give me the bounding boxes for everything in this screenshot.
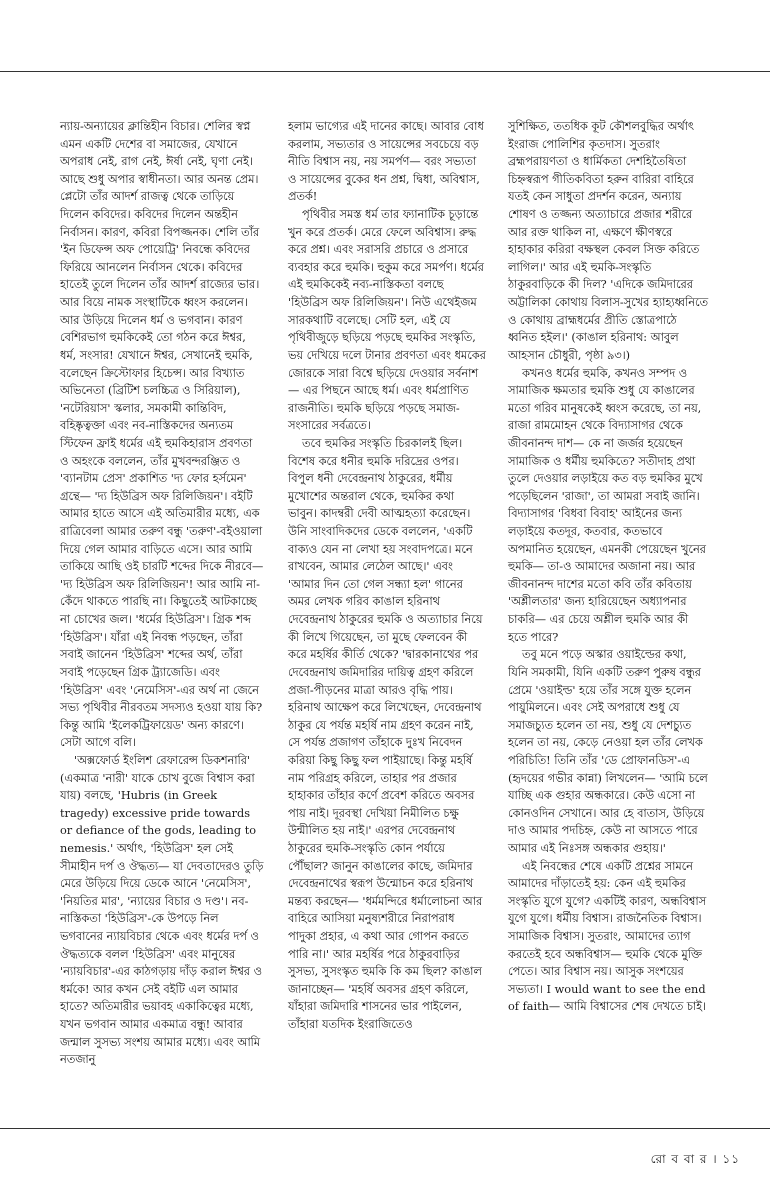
article-column-3 (508, 118, 708, 1016)
paragraph: তবে হুমকির সংস্কৃতি চিরকালই ছিল। বিশেষ করে ধনীর হুমকি দরিদ্রের ওপর। বিপুল ধনী দেবেন্দ্রনাথ ঠাকুরের, ধর্মীয় মুখোশের অন্তরাল থেকে, হুমকির কথা ভাবুন। কাদম্বরী দেবী আত্মহত্যা করেছেন। উনি সাংবাদিকদের ডেকে বললেন, 'একটি বাক্যও যেন না লেখা হয় সংবাদপত্রে। মনে রাখবেন, আমার লেঠেল আছে।' এবং 'আমার দিন তো গেল সন্ধ্যা হল' গানের অমর লেখক গরিব কাঙাল হরিনাথ দেবেন্দ্রনাথ ঠাকুরের হুমকি ও অত্যাচার নিয়ে কী লিখে গিয়েছেন, তা মুছে ফেলবেন কী করে মহর্ষির কীর্তি থেকে? 'দ্বারকানাথের পর দেবেন্দ্রনাথ জমিদারির দায়িত্ব গ্রহণ করিলে প্রজা-পীড়নের মাত্রা আরও বৃদ্ধি পায়। হরিনাথ আক্ষেপ করে লিখেছেন, দেবেন্দ্রনাথ ঠাকুর যে পর্যন্ত মহর্ষি নাম গ্রহণ করেন নাই, সে পর্যন্ত প্রজাগণ তাঁহাকে দুঃখ নিবেদন করিয়া কিছু কিছু ফল পাইয়াছে। কিন্তু মহর্ষি নাম পরিগ্রহ করিলে, তাহার পর প্রজার হাহাকার তাঁহার কর্ণে প্রবেশ করিতে অবসর পায় নাই। দূরবস্থা দেখিয়া নিমীলিত চক্ষু উন্মীলিত হয় নাই।' এরপর দেবেন্দ্রনাথ ঠাকুরের হুমকি-সংস্কৃতি কোন পর্যায়ে পৌঁছাল? জানুন কাঙালের কাছে, জমিদার দেবেন্দ্রনাথের স্বরূপ উন্মোচন করে হরিনাথ মন্তব্য করছেন— 'ধর্মমন্দিরে ধর্মালোচনা আর বাহিরে আসিয়া মনুষ্যশরীরে নিরাপরাধ পাদুকা প্রহার, এ কথা আর গোপন করতে পারি না।' আর মহর্ষির পরে ঠাকুরবাড়ির সুসভ্য, সুসংস্কৃত হুমকি কি কম ছিল? কাঙাল জানাচ্ছেন— 'মহর্ষি অবসর গ্রহণ করিলে, যাঁহারা জমিদারি শাসনের ভার পাইলেন, তাঁহারা যতদিক ইংরাজিতেও (288, 436, 483, 1032)
paragraph: তবু মনে পড়ে অস্কার ওয়াইল্ডের কথা, যিনি সমকামী, যিনি একটি তরুণ পুরুষ বন্ধুর প্রেমে 'ওয়াইল্ড' হয়ে তাঁর সঙ্গে যুক্ত হলেন পায়ুমিলনে। এবং সেই অপরাধে শুধু যে সমাজচ্যুত হলেন তা নয়, শুধু যে দেশচ্যুত হলেন তা নয়, কেড়ে নেওয়া হল তাঁর লেখক পরিচিতি! তিনি তাঁর 'ডে প্রোফানডিস'-এ (হৃদয়ের গভীর কান্না) লিখলেন— 'আমি চলে যাচ্ছি এক গুহার অন্ধকারে। কেউ এসো না কোনওদিন সেখানে। আর হে বাতাস, উড়িয়ে দাও আমার পদচিহ্ন, কেউ না আসতে পারে আমার এই নিঃসঙ্গ অন্ধকার গুহায়।' (508, 648, 708, 855)
article-column-2 (288, 118, 486, 1034)
top-rule (0, 71, 770, 72)
paragraph: সুশিক্ষিত, ততধিক কূট কৌশলবুদ্ধির অর্থাৎ ইংরাজ পোলিশির কৃতদাস। সুতরাং ব্রহ্মপরায়ণতা ও ধার্মিকতা দেশহিতৈষিতা চিহ্নস্বরূপ গীতিকবিতা হরুন বারিরা বাহিরে যতই কেন সাধুতা প্রদর্শন করেন, অন্যায় শোষণ ও তজ্জন্য অত্যাচারে প্রজার শরীরে আর রক্ত থাকিল না, এক্ষণে ক্ষীণস্বরে হাহাকার করিরা বক্ষস্থল কেবল সিক্ত করিতে লাগিল।' আর এই হুমকি-সংস্কৃতি ঠাকুরবাড়িকে কী দিল? 'এদিকে জমিদারের অট্টালিকা কোথায় বিলাস-সুখের হ্যাহ্যধ্বনিতে ও কোথায় ব্রাহ্মধর্মের প্রীতি স্তোত্রপাঠে ধ্বনিত হইল।' (কাঙাল হরিনাথ: আবুল আহসান চৌধুরী, পৃষ্ঠা ৯৩।) (508, 120, 709, 362)
bottom-rule (0, 1128, 770, 1129)
paragraph: এই নিবন্ধের শেষে একটি প্রশ্নের সামনে আমাদের দাঁড়াতেই হয়: কেন এই হুমকির সংস্কৃতি যুগে যুগে? একটিই কারণ, অন্ধবিশ্বাস যুগে যুগে। ধর্মীয় বিশ্বাস। রাজনৈতিক বিশ্বাস। সামাজিক বিশ্বাস। সুতরাং, আমাদের ত্যাগ করতেই হবে অন্ধবিশ্বাস— হুমকি থেকে মুক্তি পেতে। আর বিশ্বাস নয়। আসুক সংশয়ের সভ্যতা। I would want to see the end of faith— আমি বিশ্বাসের শেষ দেখতে চাই। (508, 859, 707, 1014)
paragraph: 'অক্সফোর্ড ইংলিশ রেফারেন্স ডিকশনারি' (একমাত্র 'নারী' যাকে চোখ বুজে বিশ্বাস করা যায়) বলছে, 'Hubris (in Greek tragedy) excessive pride towards or defiance of the gods, leading to nemesis.' অর্থাৎ, 'হিউব্রিস' হল সেই সীমাহীন দর্প ও ঔদ্ধত্য— যা দেবতাদেরও তুড়ি মেরে উড়িয়ে দিয়ে ডেকে আনে 'নেমেসিস', 'নিয়তির মার', 'ন্যায়ের বিচার ও দণ্ড'। নব-নাস্তিকতা 'হিউব্রিস'-কে উপড়ে নিল ভগবানের ন্যায়বিচার থেকে এবং ধর্মের দর্প ও ঔদ্ধত্যকে বলল 'হিউব্রিস' এবং মানুষের 'ন্যায়বিচার'-এর কাঠগড়ায় দাঁড় করাল ঈশ্বর ও ধর্মকে! আর কখন সেই বইটি এল আমার হাতে? অতিমারীর ভয়াবহ একাকিত্বের মধ্যে, যখন ভগবান আমার একমাত্র বন্ধু! আবার জন্মাল সুসভ্য সংশয় আমার মধ্যে। এবং আমি নতজানু (60, 753, 264, 1067)
paragraph: হলাম ভাগ্যের এই দানের কাছে। আবার বোধ করলাম, সভ্যতার ও সায়েন্সের সবচেয়ে বড় নীতি বিশ্বাস নয়, নয় সমর্পণ— বরং সভ্যতা ও সায়েন্সের বুকের ধন প্রশ্ন, দ্বিধা, অবিশ্বাস, প্রতর্ক! (288, 120, 484, 204)
paragraph: ন্যায়-অন্যায়ের ক্লান্তিহীন বিচার। শেলির স্বপ্ন এমন একটি দেশের বা সমাজের, যেখানে অপরাধ নেই, রাগ নেই, ঈর্ষা নেই, ঘৃণা নেই। আছে শুধু অপার স্বাধীনতা। আর অনন্ত প্রেম। প্লেটো তাঁর আদর্শ রাজত্ব থেকে তাড়িয়ে দিলেন কবিদের। কবিদের দিলেন অন্তহীন নির্বাসন। কারণ, কবিরা বিপজ্জনক। শেলি তাঁর 'ইন ডিফেন্স অফ পোয়েট্রি' নিবন্ধে কবিদের ফিরিয়ে আনলেন নির্বাসন থেকে। কবিদের হাতেই তুলে দিলেন তাঁর আদর্শ রাজ্যের ভার। আর বিয়ে নামক সংস্থাটিকে ধ্বংস করলেন। আর উড়িয়ে দিলেন ধর্ম ও ভগবান। কারণ বেশিরভাগ হুমকিকেই তো গঠন করে ঈশ্বর, ধর্ম, সংসার! যেখানে ঈশ্বর, সেখানেই হুমকি, বলেছেন ক্রিস্টোফার হিচেন্স। আর বিখ্যাত অভিনেতা (ব্রিটিশ চলচ্চিত্র ও সিরিয়াল), 'নটেরিয়াস' স্কলার, সমকামী কান্তিবিদ, বহিষ্কৃত্বক্তা এবং নব-নাস্তিকদের অন্যতম স্টিফেন ফ্রাই ধর্মের এই হুমকিহারাস প্রবণতা ও অহংকে বললেন, তাঁর মুখবন্দরঞ্জিত ও 'ব্যানটাম প্রেস' প্রকাশিত 'দ্য ফোর হর্সমেন' গ্রন্থে— 'দ্য হিউব্রিস অফ রিলিজিয়ন'। বইটি আমার হাতে আসে এই অতিমারীর মধ্যে, এক রাত্রিবেলা আমার তরুণ বন্ধু 'তরুণ'-বইওয়ালা দিয়ে গেল আমার বাড়িতে এসে। আর আমি তাকিয়ে আছি ওই চারটি শব্দের দিকে নীরবে— 'দ্য হিউব্রিস অফ রিলিজিয়ন'! আর আমি না-কেঁদে থাকতে পারছি না। কিছুতেই আটকাচ্ছে না চোখের জল। 'ধর্মের হিউব্রিস'। গ্রিক শব্দ 'হিউব্রিস'। যাঁরা এই নিবন্ধ পড়ছেন, তাঁরা সবাই জানেন 'হিউব্রিস' শব্দের অর্থ, তাঁরা সবাই পড়েছেন গ্রিক ট্র্যাজেডি। এবং 'হিউব্রিস' এবং 'নেমেসিস'-এর অর্থ না জেনে সভ্য পৃথিবীর নীরবতম সদস্যও হওয়া যায় কি? কিন্তু আমি 'ইলেকট্রিফায়েড' অন্য কারণে। সেটা আগে বলি। (60, 120, 264, 750)
page-folio: রো ব বা র । ১১ (650, 1152, 740, 1166)
paragraph: পৃথিবীর সমস্ত ধর্ম তার ফ্যানাটিক চূড়ান্তে খুন করে প্রতর্ক। মেরে ফেলে অবিশ্বাস। রুদ্ধ করে প্রশ্ন। এবং সরাসরি প্রচারে ও প্রসারে ব্যবহার করে হুমকি। হুকুম করে সমর্পণ। ধর্মের এই হুমকিকেই নব্য-নাস্তিকতা বলছে 'হিউব্রিস অফ রিলিজিয়ন'। নিউ এথেইজম সারকথাটি বলেছে। সেটি হল, এই যে পৃথিবীজুড়ে ছড়িয়ে পড়ছে হুমকির সংস্কৃতি, ভয় দেখিয়ে দলে টানার প্রবণতা এবং ধমকের জোরকে সারা বিশ্বে ছড়িয়ে দেওয়ার সর্বনাশ— এর পিছনে আছে ধর্ম। এবং ধর্মপ্রাণিত রাজনীতি। হুমকি ছড়িয়ে পড়ছে সমাজ-সংসারের সর্বত্রতে। (288, 208, 486, 433)
paragraph: কখনও ধর্মের হুমকি, কখনও সম্পদ ও সামাজিক ক্ষমতার হুমকি শুধু যে কাঙালের মতো গরিব মানুষকেই ধ্বংস করেছে, তা নয়, রাজা রামমোহন থেকে বিদ্যাসাগর থেকে জীবনানন্দ দাশ— কে না জর্জর হয়েছেন সামাজিক ও ধর্মীয় হুমকিতে? সতীদাহ প্রথা তুলে দেওয়ার লড়াইয়ে কত বড় হুমকির মুখে পড়েছিলেন 'রাজা', তা আমরা সবাই জানি। বিদ্যাসাগর 'বিধবা বিবাহ' আইনের জন্য লড়াইয়ে কতদূর, কতবার, কতভাবে অপমানিত হয়েছেন, এমনকী পেয়েছেন খুনের হুমকি— তা-ও আমাদের অজানা নয়। আর জীবনানন্দ দাশের মতো কবি তাঁর কবিতায় 'অশ্লীলতার' জন্য হারিয়েছেন অধ্যাপনার চাকরি— এর চেয়ে অশ্লীল হুমকি আর কী হতে পারে? (508, 366, 706, 644)
article-column-1 (60, 118, 264, 1069)
